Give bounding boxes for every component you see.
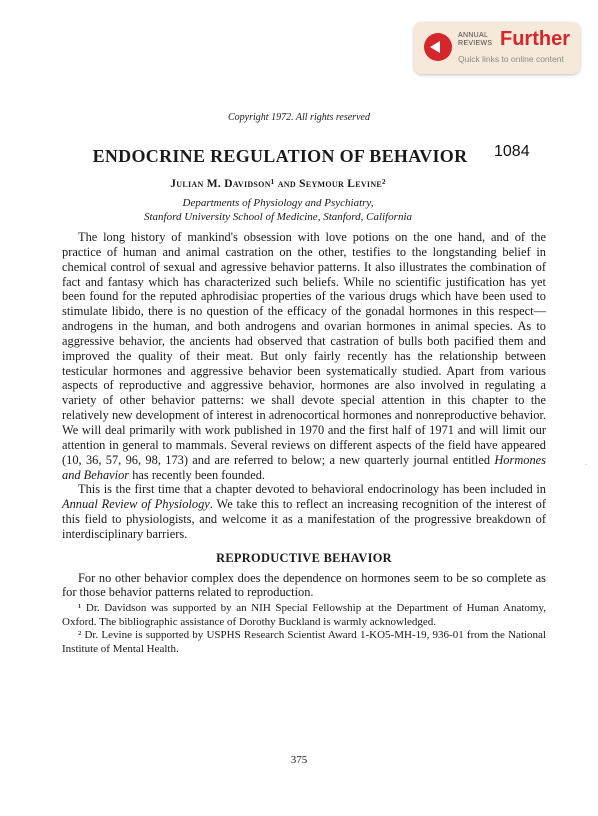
section-heading: REPRODUCTIVE BEHAVIOR [216, 550, 392, 565]
banner-reviews-label: REVIEWS [458, 40, 493, 47]
intro-p2-end: . We take this to reflect an increasing recognition of the interest of this field to physiologists, and welcome it as a manifestation of the progressive breakdown of interdisciplinary barriers. [62, 497, 546, 541]
intro-p2-start: This is the first time that a chapter devoted to behavioral endocrinology has been included in [78, 482, 546, 497]
banner-further-label: Further [500, 28, 570, 50]
footnote-1: ¹ Dr. Davidson was supported by an NIH Special Fellowship at the Department of Human Anatomy, Oxford. The bibliographic assistance of Dorothy Buckland is warmly acknowledged. [62, 602, 546, 628]
affiliation-line-2: Stanford University School of Medicine, Stanford, California [143, 211, 413, 223]
footnotes [62, 602, 546, 656]
banner-tagline: Quick links to online content [458, 54, 564, 64]
article-authors: Julian M. Davidson¹ and Seymour Levine² [170, 178, 386, 190]
annual-reviews-logo-icon [424, 33, 452, 61]
article-title: ENDOCRINE REGULATION OF BEHAVIOR [92, 146, 468, 166]
banner-annual-label: ANNUAL [458, 32, 489, 39]
footnote-2: ² Dr. Levine is supported by USPHS Research Scientist Award 1-KO5-MH-19, 936-01 from the National Institute of Mental Health. [62, 629, 546, 656]
intro-p1-text: The long history of mankind's obsession with love potions on the one hand, and of the practice of human and animal castration on the other, testifies to the longstanding belief in chemical control of sexual and agressive behavior patterns. It also illustrates the combination of fact and fantasy which has characterized such beliefs. While no scientific justification has yet been found for the reputed aphrodisiac properties of the various drugs which have been used to stimulate libido, there is no question of the efficacy of the gonadal hormones in this respect—androgens in the human, and both androgens and ovarian hormones in animal species. As to aggressive behavior, the ancients had observed that castration of bulls both pacified them and improved the quality of their meat. But only fairly recently has the relationship between testicular hormones and aggressive behavior been systematically studied. Apart from various aspects of reproductive and aggressive behavior, hormones are also involved in regulating a variety of other behavior patterns: we shall devote special attention in this chapter to the relatively new development of interest in adrenocortical hormones and nonreproductive behavior. We will deal primarily with work published in 1970 and the first half of 1971 and will limit our attention in general to mammals. Several reviews on different aspects of the field have appeared (10, 36, 57, 96, 98, 173) and are referred to below; a new quarterly journal entitled [62, 230, 546, 467]
journal-name-annual-review: Annual Review of Physiology [62, 497, 210, 512]
intro-paragraph-1 [62, 230, 546, 482]
intro-p1-end: has recently been founded. [129, 467, 266, 482]
affiliation-line-1: Departments of Physiology and Psychiatry, [182, 197, 374, 209]
page-number: 375 [290, 754, 308, 766]
copyright-notice: Copyright 1972. All rights reserved [228, 112, 370, 123]
intro-paragraph-2 [62, 482, 546, 541]
page-id: 1084 [494, 143, 530, 160]
section-paragraph-1: For no other behavior complex does the dependence on hormones seem to be so complete as for those behavior patterns related to reproduction. [62, 570, 546, 600]
further-banner[interactable] [414, 22, 580, 74]
article-body [62, 230, 546, 657]
journal-name-hormones-behavior: Hormones and Behavior [62, 452, 546, 482]
margin-mark: · [585, 461, 588, 469]
